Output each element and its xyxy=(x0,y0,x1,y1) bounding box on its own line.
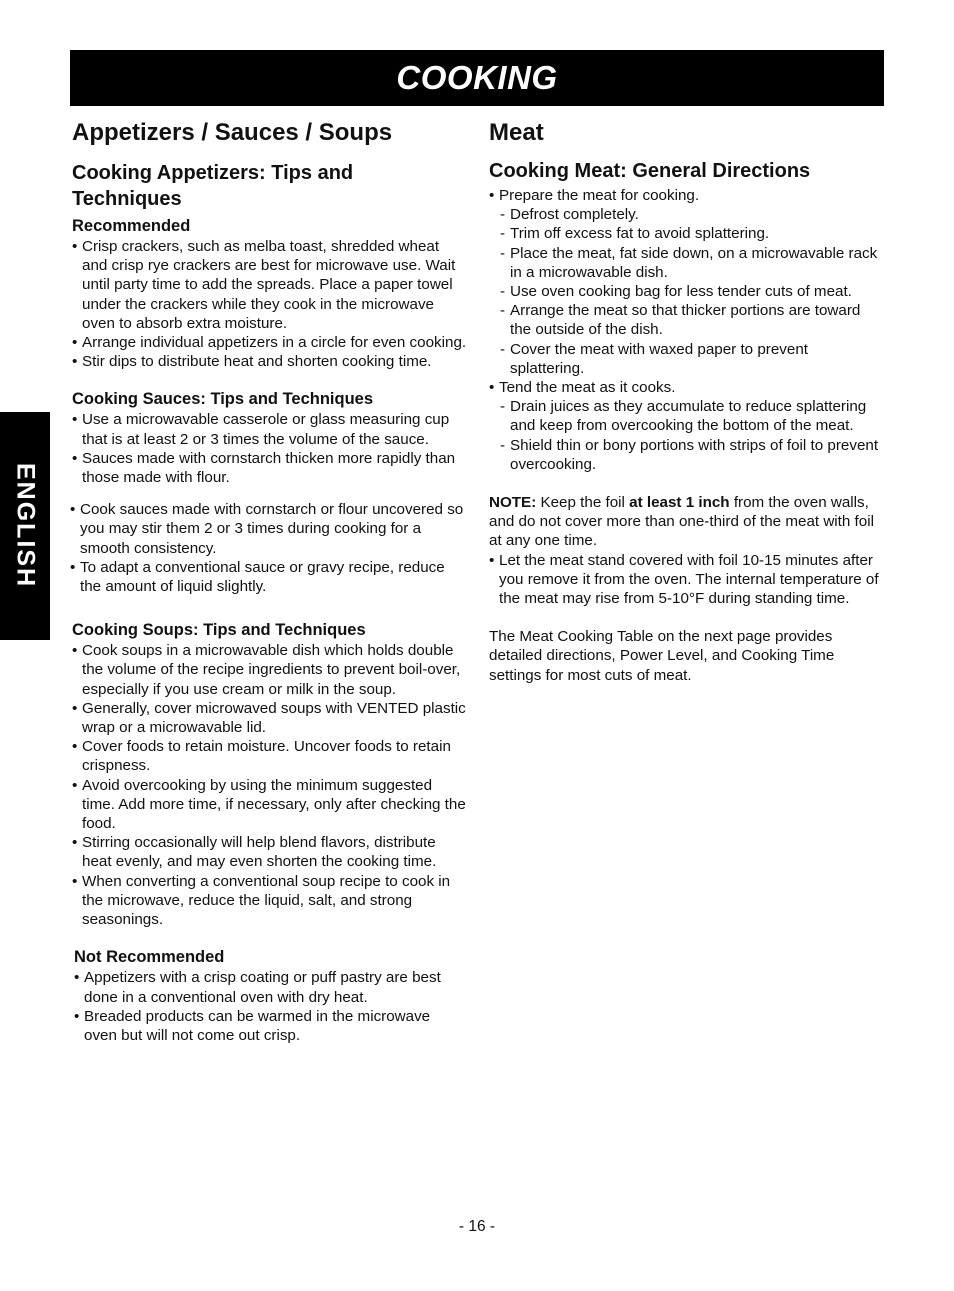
list-item: - Cover the meat with waxed paper to prevent splattering. xyxy=(489,340,884,378)
list-item: • To adapt a conventional sauce or gravy recipe, reduce the amount of liquid slightly. xyxy=(70,558,467,596)
list-item: • Avoid overcooking by using the minimum suggested time. Add more time, if necessary, only after checking the food. xyxy=(72,776,467,834)
list-item: - Drain juices as they accumulate to reduce splattering and keep from overcooking the bottom of the meat. xyxy=(489,397,884,435)
sauces-list xyxy=(72,410,467,596)
stand-list xyxy=(489,551,884,609)
note-label: NOTE: xyxy=(489,494,537,512)
list-item: - Place the meat, fat side down, on a microwavable rack in a microwavable dish. xyxy=(489,244,884,282)
page-number: - 16 - xyxy=(458,1218,496,1235)
list-item: - Use oven cooking bag for less tender cuts of meat. xyxy=(489,282,884,301)
closing-paragraph: The Meat Cooking Table on the next page provides detailed directions, Power Level, and Cooking Time settings for most cuts of meat. xyxy=(489,628,835,684)
appetizers-sauces-soups-heading: Appetizers / Sauces / Soups xyxy=(72,119,393,146)
list-item: • Use a microwavable casserole or glass measuring cup that is at least 2 or 3 times the volume of the sauce. xyxy=(72,410,467,448)
recommended-heading: Recommended xyxy=(72,217,191,235)
language-tab xyxy=(0,412,50,640)
list-item: • Prepare the meat for cooking. xyxy=(489,186,884,205)
list-item: - Trim off excess fat to avoid splattering. xyxy=(489,224,884,243)
not-recommended-heading: Not Recommended xyxy=(74,948,225,967)
list-item: • Cook sauces made with cornstarch or flour uncovered so you may stir them 2 or 3 times during cooking for a smooth consistency. xyxy=(70,500,467,558)
list-item: • When converting a conventional soup recipe to cook in the microwave, reduce the liquid, salt, and strong seasonings. xyxy=(72,872,467,930)
left-column xyxy=(72,118,467,1045)
list-item: • Stir dips to distribute heat and shorten cooking time. xyxy=(72,352,467,371)
language-tab-label: ENGLISH xyxy=(11,463,40,589)
sauces-heading: Cooking Sauces: Tips and Techniques xyxy=(72,390,374,409)
list-item: • Stirring occasionally will help blend flavors, distribute heat evenly, and may even shorten the cooking time. xyxy=(72,833,467,871)
recommended-list xyxy=(72,237,467,371)
list-item: - Arrange the meat so that thicker portions are toward the outside of the dish. xyxy=(489,301,884,339)
list-item: • Let the meat stand covered with foil 10-15 minutes after you remove it from the oven. The internal temperature of the meat may rise from 5-10°F during standing time. xyxy=(489,551,884,609)
list-item: • Cover foods to retain moisture. Uncover foods to retain crispness. xyxy=(72,737,467,775)
list-item: • Tend the meat as it cooks. xyxy=(489,378,884,397)
meat-heading: Meat xyxy=(489,119,544,146)
list-item: • Sauces made with cornstarch thicken more rapidly than those made with flour. xyxy=(72,449,467,487)
not-recommended-list xyxy=(74,968,467,1045)
list-item: - Defrost completely. xyxy=(489,205,884,224)
meat-directions-heading: Cooking Meat: General Directions xyxy=(489,160,811,182)
list-item: • Breaded products can be warmed in the microwave oven but will not come out crisp. xyxy=(74,1007,467,1045)
section-title: COOKING xyxy=(396,59,558,96)
list-item: • Generally, cover microwaved soups with VENTED plastic wrap or a microwavable lid. xyxy=(72,699,467,737)
appetizers-heading: Cooking Appetizers: Tips and Techniques xyxy=(72,162,354,210)
list-item: • Appetizers with a crisp coating or puff pastry are best done in a conventional oven with dry heat. xyxy=(74,968,467,1006)
list-item: - Shield thin or bony portions with strips of foil to prevent overcooking. xyxy=(489,436,884,474)
note-emphasis: at least 1 inch xyxy=(629,494,730,512)
list-item: • Crisp crackers, such as melba toast, shredded wheat and crisp rye crackers are best for microwave use. Wait until party time to add the spreads. Place a paper towel under the crackers while they cook in the microwave oven to absorb extra moisture. xyxy=(72,237,467,333)
soups-heading: Cooking Soups: Tips and Techniques xyxy=(72,621,366,640)
section-banner xyxy=(70,50,884,106)
soups-list xyxy=(72,641,467,929)
right-column xyxy=(489,118,884,685)
foil-note: NOTE: Keep the foil at least 1 inch from the oven walls, and do not cover more than one-third of the meat with foil at any one time. xyxy=(489,494,874,550)
meat-steps-list xyxy=(489,186,884,474)
list-item: • Cook soups in a microwavable dish which holds double the volume of the recipe ingredients to prevent boil-over, especially if you use cream or milk in the soup. xyxy=(72,641,467,699)
list-item: • Arrange individual appetizers in a circle for even cooking. xyxy=(72,333,467,352)
